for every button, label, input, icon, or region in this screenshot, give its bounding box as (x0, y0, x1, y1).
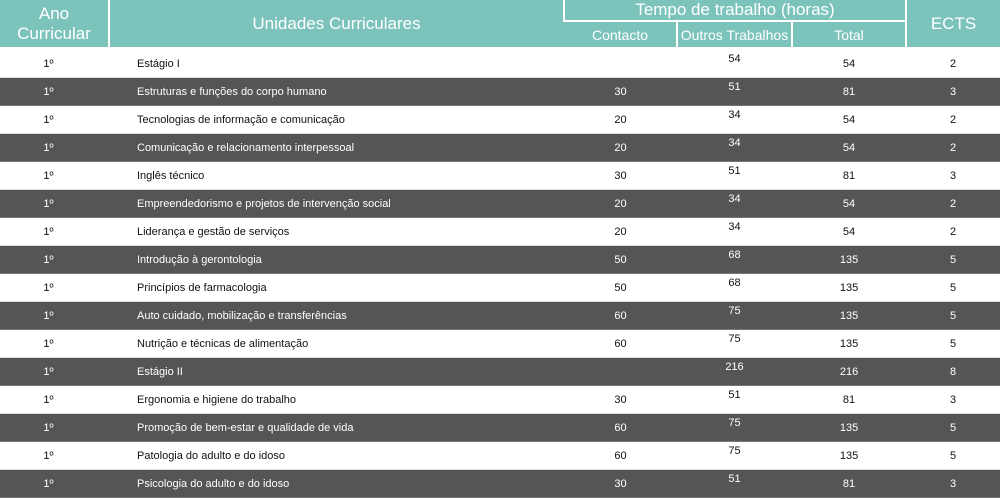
cell-ano: 1º (0, 358, 109, 386)
table-row (0, 358, 1000, 386)
table-row (0, 274, 1000, 302)
cell-unidade-curricular: Introdução à gerontologia (109, 246, 564, 274)
table-row (0, 106, 1000, 134)
header-ano-line1: Ano (38, 3, 70, 23)
cell-ects: 5 (906, 442, 1000, 470)
table-row (0, 386, 1000, 414)
cell-ects: 3 (906, 470, 1000, 498)
header-outros-trabalhos: Outros Trabalhos (677, 21, 792, 47)
cell-total: 135 (792, 330, 906, 358)
cell-total: 54 (792, 218, 906, 246)
cell-unidade-curricular: Estruturas e funções do corpo humano (109, 78, 564, 106)
cell-outros-trabalhos: 34 (677, 190, 792, 218)
cell-contacto: 60 (564, 442, 677, 470)
cell-ano: 1º (0, 218, 109, 246)
header-ano-line2: Curricular (17, 23, 91, 43)
cell-outros-trabalhos: 34 (677, 218, 792, 246)
cell-ects: 5 (906, 302, 1000, 330)
cell-total: 216 (792, 358, 906, 386)
cell-total: 54 (792, 134, 906, 162)
cell-ects: 2 (906, 50, 1000, 78)
cell-unidade-curricular: Liderança e gestão de serviços (109, 218, 564, 246)
cell-ano: 1º (0, 386, 109, 414)
cell-ano: 1º (0, 414, 109, 442)
cell-ano: 1º (0, 302, 109, 330)
cell-contacto: 60 (564, 302, 677, 330)
cell-ano: 1º (0, 274, 109, 302)
cell-ects: 5 (906, 330, 1000, 358)
cell-outros-trabalhos: 54 (677, 50, 792, 78)
cell-unidade-curricular: Empreendedorismo e projetos de intervenção social (109, 190, 564, 218)
cell-ano: 1º (0, 470, 109, 498)
cell-contacto: 60 (564, 414, 677, 442)
cell-outros-trabalhos: 75 (677, 442, 792, 470)
cell-ects: 2 (906, 134, 1000, 162)
cell-ano: 1º (0, 246, 109, 274)
cell-total: 135 (792, 442, 906, 470)
cell-outros-trabalhos: 75 (677, 414, 792, 442)
cell-outros-trabalhos: 68 (677, 274, 792, 302)
table-row (0, 246, 1000, 274)
cell-contacto (564, 358, 677, 386)
cell-contacto: 20 (564, 190, 677, 218)
cell-ects: 3 (906, 162, 1000, 190)
cell-total: 81 (792, 162, 906, 190)
table-row (0, 442, 1000, 470)
header-ano-curricular (0, 0, 109, 47)
cell-outros-trabalhos: 75 (677, 330, 792, 358)
cell-total: 135 (792, 414, 906, 442)
cell-ects: 3 (906, 78, 1000, 106)
cell-contacto: 20 (564, 134, 677, 162)
cell-contacto: 30 (564, 162, 677, 190)
cell-outros-trabalhos: 216 (677, 358, 792, 386)
cell-total: 81 (792, 470, 906, 498)
table-row (0, 218, 1000, 246)
cell-outros-trabalhos: 51 (677, 470, 792, 498)
table-body (0, 47, 1000, 498)
cell-ano: 1º (0, 442, 109, 470)
cell-total: 135 (792, 274, 906, 302)
cell-ects: 2 (906, 190, 1000, 218)
cell-unidade-curricular: Princípios de farmacologia (109, 274, 564, 302)
cell-total: 54 (792, 50, 906, 78)
header-total: Total (792, 21, 906, 47)
cell-contacto: 20 (564, 218, 677, 246)
cell-ects: 5 (906, 274, 1000, 302)
cell-ano: 1º (0, 330, 109, 358)
cell-unidade-curricular: Patologia do adulto e do idoso (109, 442, 564, 470)
cell-ano: 1º (0, 106, 109, 134)
table-row (0, 470, 1000, 498)
cell-ects: 8 (906, 358, 1000, 386)
cell-ano: 1º (0, 134, 109, 162)
cell-outros-trabalhos: 75 (677, 302, 792, 330)
cell-total: 81 (792, 78, 906, 106)
cell-ano: 1º (0, 190, 109, 218)
table-header (0, 0, 1000, 47)
cell-ects: 2 (906, 106, 1000, 134)
header-tempo-trabalho: Tempo de trabalho (horas) (564, 0, 906, 21)
cell-contacto: 50 (564, 274, 677, 302)
header-contacto: Contacto (564, 21, 677, 47)
cell-outros-trabalhos: 68 (677, 246, 792, 274)
cell-contacto: 20 (564, 106, 677, 134)
cell-outros-trabalhos: 51 (677, 78, 792, 106)
cell-ects: 2 (906, 218, 1000, 246)
table-row (0, 134, 1000, 162)
cell-total: 135 (792, 246, 906, 274)
cell-unidade-curricular: Inglês técnico (109, 162, 564, 190)
cell-contacto: 30 (564, 78, 677, 106)
cell-unidade-curricular: Tecnologias de informação e comunicação (109, 106, 564, 134)
cell-outros-trabalhos: 34 (677, 106, 792, 134)
cell-contacto: 60 (564, 330, 677, 358)
cell-contacto: 30 (564, 470, 677, 498)
table-row (0, 50, 1000, 78)
cell-ano: 1º (0, 78, 109, 106)
cell-unidade-curricular: Promoção de bem-estar e qualidade de vida (109, 414, 564, 442)
table-row (0, 414, 1000, 442)
cell-outros-trabalhos: 34 (677, 134, 792, 162)
cell-total: 54 (792, 190, 906, 218)
cell-contacto (564, 50, 677, 78)
cell-unidade-curricular: Comunicação e relacionamento interpessoal (109, 134, 564, 162)
cell-ects: 5 (906, 246, 1000, 274)
cell-contacto: 50 (564, 246, 677, 274)
table-row (0, 190, 1000, 218)
header-ects: ECTS (906, 0, 1000, 47)
table-row (0, 330, 1000, 358)
cell-ects: 5 (906, 414, 1000, 442)
table-row (0, 302, 1000, 330)
table-row (0, 78, 1000, 106)
cell-ects: 3 (906, 386, 1000, 414)
cell-unidade-curricular: Auto cuidado, mobilização e transferências (109, 302, 564, 330)
cell-unidade-curricular: Psicologia do adulto e do idoso (109, 470, 564, 498)
cell-contacto: 30 (564, 386, 677, 414)
table-row (0, 162, 1000, 190)
cell-total: 54 (792, 106, 906, 134)
cell-total: 135 (792, 302, 906, 330)
cell-unidade-curricular: Nutrição e técnicas de alimentação (109, 330, 564, 358)
cell-unidade-curricular: Estágio I (109, 50, 564, 78)
cell-ano: 1º (0, 50, 109, 78)
cell-unidade-curricular: Estágio II (109, 358, 564, 386)
header-unidades-curriculares: Unidades Curriculares (109, 0, 564, 47)
cell-outros-trabalhos: 51 (677, 162, 792, 190)
cell-outros-trabalhos: 51 (677, 386, 792, 414)
cell-ano: 1º (0, 162, 109, 190)
cell-unidade-curricular: Ergonomia e higiene do trabalho (109, 386, 564, 414)
cell-total: 81 (792, 386, 906, 414)
